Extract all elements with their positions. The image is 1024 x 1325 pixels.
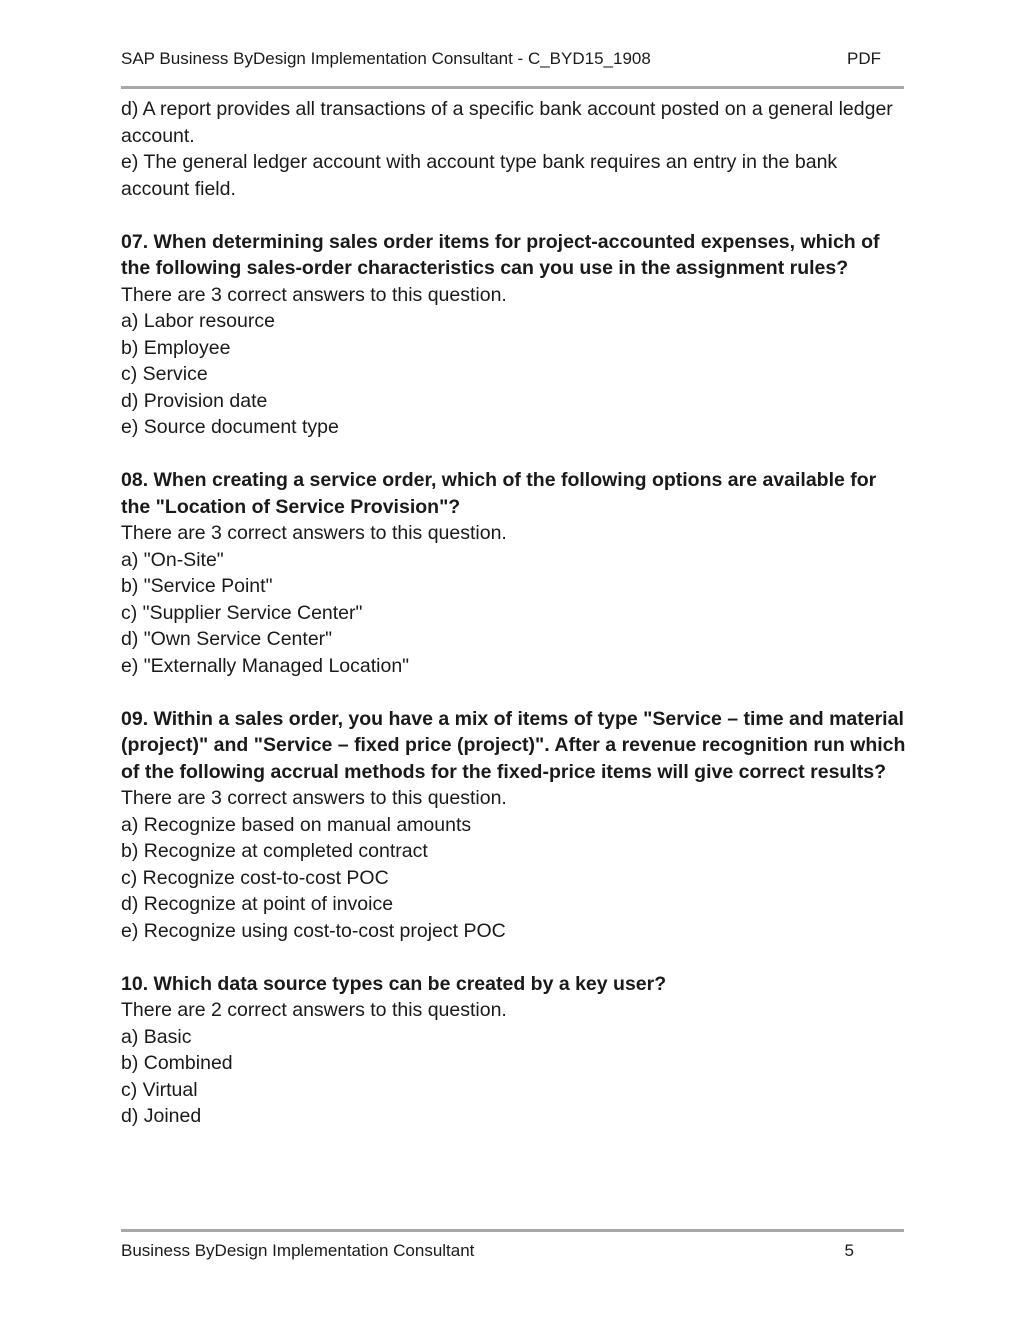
option-text: d) Provision date — [121, 389, 268, 412]
question-block — [121, 229, 907, 441]
question-text: 10. Which data source types can be created by a key user? — [121, 972, 667, 995]
option-text: c) Service — [121, 363, 208, 385]
option-text: c) Recognize cost-to-cost POC — [121, 866, 389, 889]
option-text: d) Joined — [121, 1105, 202, 1127]
option-text: e) Recognize using cost-to-cost project POC — [121, 919, 506, 942]
option-text: d) "Own Service Center" — [121, 628, 333, 650]
option-text: a) Labor resource — [121, 310, 275, 332]
option-text: e) Source document type — [121, 416, 339, 438]
header-divider — [121, 86, 904, 89]
option-text: c) "Supplier Service Center" — [121, 601, 363, 624]
question-block — [121, 971, 907, 1130]
question-text: 07. When determining sales order items for project-accounted expenses, which of the following sales-order characteristics can you use in the assignment rules? — [121, 230, 880, 279]
option-text: b) Employee — [121, 336, 231, 359]
option-text: d) Recognize at point of invoice — [121, 893, 394, 915]
document-body — [121, 96, 907, 1156]
question-text: 09. Within a sales order, you have a mix of items of type "Service – time and material (project)" and "Service – fixed price (project)". After a revenue recognition run which of the following accrual methods for the fixed-price items will give correct results? — [121, 707, 906, 783]
option-text: a) Recognize based on manual amounts — [121, 813, 472, 836]
footer-title: Business ByDesign Implementation Consultant — [121, 1241, 475, 1260]
option-text: b) "Service Point" — [121, 575, 273, 597]
option-text: a) "On-Site" — [121, 548, 224, 571]
header-format-label: PDF — [847, 49, 881, 68]
page-number: 5 — [844, 1241, 854, 1260]
option-text: b) Recognize at completed contract — [121, 840, 428, 862]
question-block — [121, 706, 907, 945]
option-text: d) A report provides all transactions of a specific bank account posted on a general ledger account. — [121, 98, 893, 147]
header-title: SAP Business ByDesign Implementation Consultant - C_BYD15_1908 — [121, 49, 651, 68]
answer-count-note: There are 3 correct answers to this question. — [121, 283, 507, 306]
option-text: b) Combined — [121, 1052, 233, 1074]
answer-count-note: There are 3 correct answers to this question. — [121, 787, 507, 809]
answer-count-note: There are 3 correct answers to this question. — [121, 522, 507, 544]
footer-divider — [121, 1229, 904, 1232]
option-text: c) Virtual — [121, 1078, 198, 1101]
option-text: e) "Externally Managed Location" — [121, 654, 410, 677]
answer-count-note: There are 2 correct answers to this question. — [121, 999, 507, 1021]
question-text: 08. When creating a service order, which of the following options are available for the "Location of Service Provision"? — [121, 469, 877, 518]
question-block — [121, 467, 907, 679]
option-text: e) The general ledger account with account type bank requires an entry in the bank account field. — [121, 151, 838, 200]
option-text: a) Basic — [121, 1025, 192, 1048]
continued-options — [121, 96, 907, 202]
